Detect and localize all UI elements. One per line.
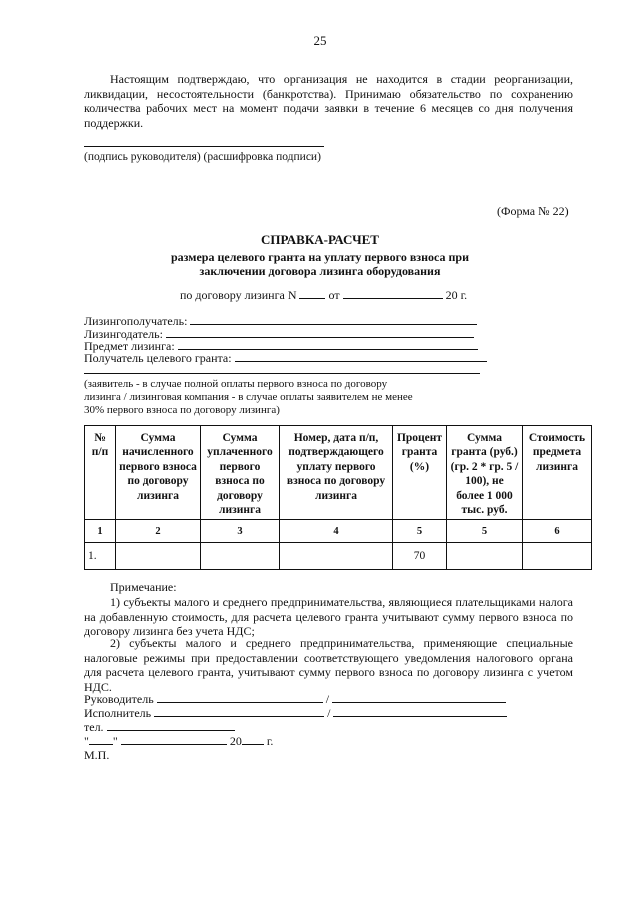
executor-slash: / <box>327 706 331 720</box>
table-column-number: 5 <box>393 520 447 543</box>
table-cell <box>116 543 201 570</box>
table-cell: 1. <box>85 543 116 570</box>
table-header-cell: Номер, дата п/п, подтверждающего уплату первого взноса по договору лизинга <box>280 426 393 520</box>
table-column-numbers-row <box>85 520 592 543</box>
contract-number-blank <box>299 288 325 299</box>
contract-line <box>180 288 467 303</box>
document-subtitle-2: заключении договора лизинга оборудования <box>199 264 441 278</box>
executor-signature-blank <box>154 706 324 717</box>
stamp-place: М.П. <box>84 748 110 762</box>
date-year-blank <box>242 734 264 745</box>
executor-signature-row <box>84 706 507 721</box>
table-header-cell: № п/п <box>85 426 116 520</box>
page-number: 25 <box>313 33 327 48</box>
field-recipient-blank <box>235 351 487 362</box>
date-month-blank <box>121 734 227 745</box>
signature-line <box>84 146 324 147</box>
date-year-suffix: г. <box>266 734 274 748</box>
field-lessee-blank <box>190 314 477 325</box>
table-column-number: 5 <box>447 520 523 543</box>
table-cell <box>280 543 393 570</box>
table-header-cell: Сумма гранта (руб.) (гр. 2 * гр. 5 / 100), не более 1 000 тыс. руб. <box>447 426 523 520</box>
phone-label: тел. <box>84 720 104 734</box>
date-day-blank <box>89 734 113 745</box>
head-label: Руководитель <box>84 692 154 706</box>
contract-date-blank <box>343 288 443 299</box>
table-column-number: 2 <box>116 520 201 543</box>
field-lessor-blank <box>166 327 474 338</box>
head-signature-blank <box>157 692 323 703</box>
form-number: (Форма № 22) <box>497 204 569 218</box>
table-cell <box>201 543 280 570</box>
confirmation-paragraph: Настоящим подтверждаю, что организация не находится в стадии реорганизации, ликвидации, несостоятельности (банкротства). Принимаю обязательство по сохранению количества рабочих мест на момент подачи заявки в течение 6 месяцев со дня получения поддержки. <box>84 72 573 130</box>
field-subject-label: Предмет лизинга: <box>84 339 175 353</box>
note-item-2: 2) субъекты малого и среднего предпринимательства, применяющие специальные налоговые режимы при предоставлении соответствующего уведомления налогового органа для расчета целевого гранта, учитывают сумму первого взноса по договору лизинга с учетом НДС. <box>84 636 573 694</box>
field-recipient-label: Получатель целевого гранта: <box>84 351 232 365</box>
document-title: СПРАВКА-РАСЧЕТ <box>261 232 379 247</box>
table-header-row <box>85 426 592 520</box>
applicant-note: (заявитель - в случае полной оплаты первого взноса по договору лизинга / лизинговая компания - в случае оплаты заявителем не менее 30% первого взноса по договору лизинга) <box>84 378 413 416</box>
field-lessee-label: Лизингополучатель: <box>84 314 188 328</box>
table-row <box>85 543 592 570</box>
executor-label: Исполнитель <box>84 706 152 720</box>
contract-prefix: по договору лизинга N <box>180 288 297 302</box>
note-item-1: 1) субъекты малого и среднего предпринимательства, являющиеся плательщиками налога на добавленную стоимость, для расчета целевого гранта учитывают сумму первого взноса по договору лизинга без учета НДС; <box>84 595 573 639</box>
date-row <box>84 734 273 749</box>
signature-caption: (подпись руководителя) (расшифровка подписи) <box>84 151 321 163</box>
table-column-number: 4 <box>280 520 393 543</box>
table-cell <box>523 543 592 570</box>
date-quote-close: " <box>112 734 118 748</box>
table-header-cell: Сумма начисленного первого взноса по договору лизинга <box>116 426 201 520</box>
field-extra-line <box>84 373 480 374</box>
table-header-cell: Стоимость предмета лизинга <box>523 426 592 520</box>
table-column-number: 6 <box>523 520 592 543</box>
date-year-prefix: 20 <box>229 734 242 748</box>
head-slash: / <box>325 692 330 706</box>
note-title: Примечание: <box>110 580 177 594</box>
field-recipient <box>84 351 487 366</box>
date-quote-open: " <box>84 734 89 748</box>
table-cell: 70 <box>393 543 447 570</box>
document-subtitle-1: размера целевого гранта на уплату первого взноса при <box>170 250 470 264</box>
field-subject-blank <box>178 339 478 350</box>
table-column-number: 1 <box>85 520 116 543</box>
head-name-blank <box>332 692 506 703</box>
field-lessor-label: Лизингодатель: <box>84 327 163 341</box>
contract-from: от <box>328 288 340 302</box>
grant-table <box>84 425 592 570</box>
phone-blank <box>107 720 235 731</box>
executor-name-blank <box>333 706 507 717</box>
table-header-cell: Процент гранта (%) <box>393 426 447 520</box>
phone-row <box>84 720 235 735</box>
head-signature-row <box>84 692 506 707</box>
table-column-number: 3 <box>201 520 280 543</box>
table-cell <box>447 543 523 570</box>
table-header-cell: Сумма уплаченного первого взноса по договору лизинга <box>201 426 280 520</box>
contract-year: 20 г. <box>445 288 468 302</box>
